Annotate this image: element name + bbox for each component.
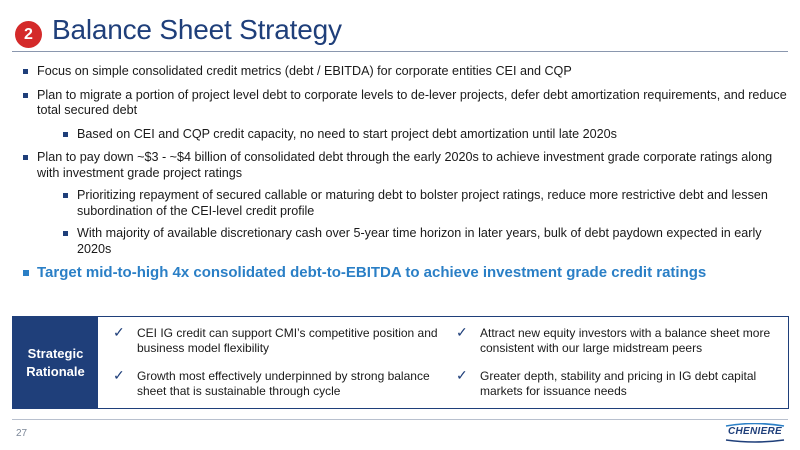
page-number: 27 [16,428,28,439]
bullet-marker-icon [63,132,68,137]
rationale-label: Strategic Rationale [13,317,98,408]
bullet-text: Focus on simple consolidated credit metrics (debt / EBITDA) for corporate entities CEI and CQP [37,64,572,78]
sub-bullet-item [20,188,790,219]
bullet-marker-icon [23,155,28,160]
checkmark-icon: ✓ [456,324,468,340]
bullet-text: Plan to pay down ~$3 - ~$4 billion of consolidated debt through the early 2020s to achieve investment grade corporate ratings along with investment grade project ratings [37,150,773,180]
rationale-item [113,326,453,356]
rationale-item [456,326,786,356]
bullet-text: Based on CEI and CQP credit capacity, no need to start project debt amortization until late 2020s [77,126,617,141]
checkmark-icon: ✓ [113,324,125,340]
logo-wordmark: CHENIERE [727,426,783,437]
title-divider [12,51,788,52]
bullet-marker-icon [23,270,29,276]
sub-bullet-item [20,127,790,143]
strategic-rationale-panel [12,316,789,409]
bullet-marker-icon [63,231,68,236]
bullet-item [20,64,790,80]
rationale-text: Greater depth, stability and pricing in IG debt capital markets for issuance needs [480,369,757,398]
footer-divider [12,419,788,420]
rationale-text: CEI IG credit can support CMI’s competitive position and business model flexibility [137,326,438,355]
rationale-item [113,369,453,399]
key-target-bullet [20,264,790,282]
section-number-badge: 2 [15,21,42,48]
checkmark-icon: ✓ [113,367,125,383]
bullet-item [20,88,790,119]
rationale-text: Attract new equity investors with a balance sheet more consistent with our large midstream peers [480,326,771,355]
bullet-marker-icon [63,193,68,198]
bullet-marker-icon [23,93,28,98]
cheniere-logo [722,423,788,443]
bullet-item [20,150,790,181]
bullet-marker-icon [23,69,28,74]
bullet-list [20,62,790,282]
rationale-text: Growth most effectively underpinned by strong balance sheet that is sustainable through cycle [137,369,430,398]
page-title: Balance Sheet Strategy [52,14,342,45]
bullet-text: With majority of available discretionary cash over 5-year time horizon in later years, bulk of debt paydown expected in early 2020s [77,226,762,256]
bullet-text: Plan to migrate a portion of project level debt to corporate levels to de-lever projects, defer debt amortization requirements, and reduce total secured debt [37,87,787,117]
bullet-text: Prioritizing repayment of secured callable or maturing debt to bolster project ratings, reduce more restrictive debt and lessen subordination of the CEI-level credit profile [77,188,768,218]
checkmark-icon: ✓ [456,367,468,383]
sub-bullet-item [20,226,790,257]
bullet-text: Target mid-to-high 4x consolidated debt-to-EBITDA to achieve investment grade credit ratings [37,264,707,281]
rationale-item [456,369,786,399]
